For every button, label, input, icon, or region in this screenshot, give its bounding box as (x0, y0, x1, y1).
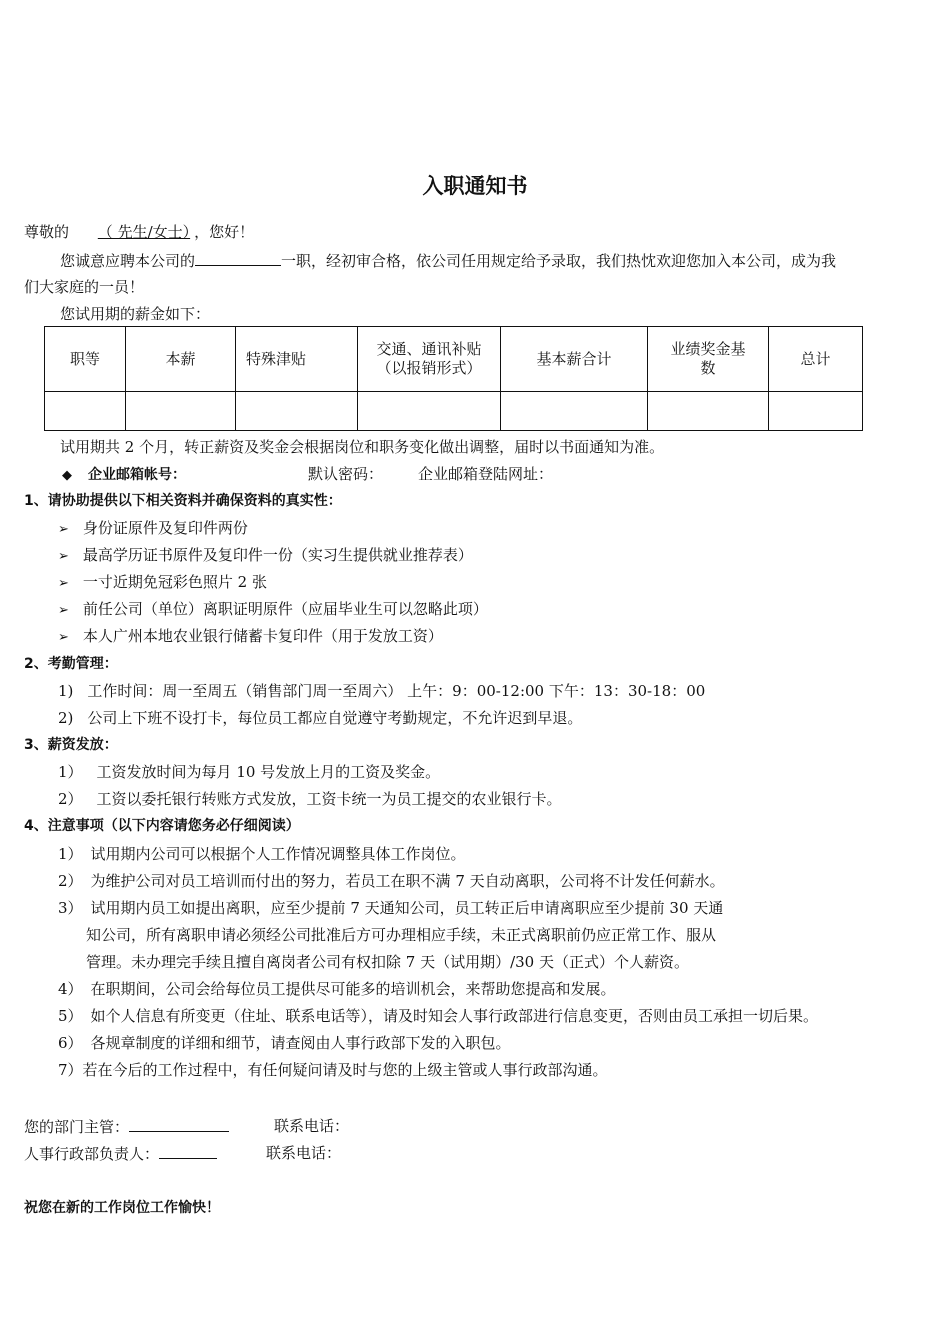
list-item-number: 1） (58, 845, 83, 863)
header-base-total: 基本薪合计 (501, 327, 648, 392)
list-item-number: 2） (58, 790, 83, 808)
header-transport-line2: （以报销形式） (376, 359, 482, 377)
list-item-text: 为维护公司对员工培训而付出的努力，若员工在职不满 7 天自动离职，公司将不计发任何薪水。 (90, 872, 725, 890)
header-special-allowance: 特殊津贴 (236, 327, 358, 392)
list-item (58, 599, 488, 621)
section-4-heading: 4、注意事项（以下内容请您务必仔细阅读） (24, 818, 300, 834)
list-item (58, 572, 267, 594)
list-item (58, 844, 466, 864)
default-password-label: 默认密码： (308, 465, 384, 483)
header-bonus-line1: 业绩奖金基 (670, 340, 746, 358)
arrow-bullet-icon: ➢ (58, 549, 69, 564)
hr-phone-label: 联系电话： (266, 1144, 342, 1162)
list-item (58, 708, 582, 728)
list-item-number: 1） (58, 763, 83, 781)
header-bonus-base (648, 327, 769, 392)
section-3-heading: 3、薪资发放： (24, 737, 118, 753)
intro-text-a: 您诚意应聘本公司的 (60, 252, 196, 270)
list-item-text: 试用期内公司可以根据个人工作情况调整具体工作岗位。 (90, 845, 466, 863)
list-item-text: 工资发放时间为每月 10 号发放上月的工资及奖金。 (96, 763, 441, 781)
cell-special-allowance[interactable] (236, 392, 358, 431)
header-transport-line1: 交通、通讯补贴 (376, 340, 482, 358)
cell-total[interactable] (769, 392, 863, 431)
header-total: 总计 (769, 327, 863, 392)
greeting-prefix: 尊敬的 (24, 223, 70, 241)
intro-text-b: 一职，经初审合格，依公司任用规定给予录取，我们热忱欢迎您加入本公司，成为我 (281, 252, 837, 270)
position-blank[interactable] (195, 250, 281, 266)
list-item-text: 身份证原件及复印件两份 (82, 519, 248, 537)
intro-line-1 (60, 250, 836, 271)
cell-base-total[interactable] (501, 392, 648, 431)
diamond-bullet-icon: ◆ (62, 468, 72, 483)
list-item-number: 2) (58, 709, 74, 727)
list-item (58, 789, 562, 809)
email-account-label: 企业邮箱帐号： (88, 467, 186, 483)
list-item-continuation: 知公司，所有离职申请必须经公司批准后方可办理相应手续，未正式离职前仍应正常工作、服从 (86, 926, 717, 944)
cell-bonus-base[interactable] (648, 392, 769, 431)
arrow-bullet-icon: ➢ (58, 522, 69, 537)
header-base-pay: 本薪 (126, 327, 236, 392)
list-item-text: 如个人信息有所变更（住址、联系电话等），请及时知会人事行政部进行信息变更，否则由员工承担一切后果。 (90, 1007, 819, 1025)
cell-grade[interactable] (45, 392, 126, 431)
cell-base-pay[interactable] (126, 392, 236, 431)
list-item-continuation: 管理。未办理完手续且擅自离岗者公司有权扣除 7 天（试用期）/30 天（正式）个人薪资。 (86, 953, 689, 971)
list-item (58, 762, 440, 782)
list-item-text: 试用期内员工如提出离职，应至少提前 7 天通知公司，员工转正后申请离职应至少提前 30 天通 (90, 899, 724, 917)
table-row (45, 392, 863, 431)
hr-blank[interactable] (159, 1143, 217, 1159)
arrow-bullet-icon: ➢ (58, 603, 69, 618)
list-item-text: 前任公司（单位）离职证明原件（应届毕业生可以忽略此项） (82, 600, 488, 618)
table-header-row (45, 327, 863, 392)
list-item-text: 最高学历证书原件及复印件一份（实习生提供就业推荐表） (82, 546, 473, 564)
list-item-number: 1) (58, 682, 74, 700)
list-item-text: 本人广州本地农业银行储蓄卡复印件（用于发放工资） (82, 627, 443, 645)
header-transport-allowance (358, 327, 501, 392)
list-item (58, 871, 725, 891)
header-bonus-line2: 数 (700, 359, 716, 377)
list-item-number: 4） (58, 980, 83, 998)
list-item-text: 一寸近期免冠彩色照片 2 张 (82, 573, 267, 591)
list-item-text: 工资以委托银行转账方式发放，工资卡统一为员工提交的农业银行卡。 (96, 790, 562, 808)
greeting-line (24, 222, 254, 242)
list-item-number: 5） (58, 1007, 83, 1025)
supervisor-line (24, 1116, 229, 1137)
list-item (58, 1060, 608, 1080)
list-item (58, 1006, 818, 1026)
greeting-suffix: ，您好！ (194, 223, 255, 241)
list-item-number: 6） (58, 1034, 83, 1052)
list-item (58, 518, 248, 540)
cell-transport-allowance[interactable] (358, 392, 501, 431)
list-item (58, 626, 443, 648)
salary-table (44, 326, 863, 431)
list-item-number: 3） (58, 899, 83, 917)
list-item-text: 各规章制度的详细和细节，请查阅由人事行政部下发的入职包。 (90, 1034, 511, 1052)
arrow-bullet-icon: ➢ (58, 630, 69, 645)
supervisor-blank[interactable] (129, 1116, 229, 1132)
section-2-heading: 2、考勤管理： (24, 656, 118, 672)
hr-label: 人事行政部负责人： (24, 1145, 160, 1163)
closing-text: 祝您在新的工作岗位工作愉快！ (24, 1200, 220, 1216)
list-item-text: 在职期间，公司会给每位员工提供尽可能多的培训机会，来帮助您提高和发展。 (90, 980, 616, 998)
section-1-heading: 1、请协助提供以下相关资料并确保资料的真实性： (24, 493, 342, 509)
list-item-text: 若在今后的工作过程中，有任何疑问请及时与您的上级主管或人事行政部沟通。 (82, 1061, 608, 1079)
salary-intro: 您试用期的薪金如下： (60, 305, 211, 323)
header-grade: 职等 (45, 327, 126, 392)
list-item (58, 545, 473, 567)
list-item (58, 681, 705, 701)
email-login-url-label: 企业邮箱登陆网址： (418, 465, 554, 483)
list-item-number: 7） (58, 1061, 83, 1079)
intro-line-2: 们大家庭的一员！ (24, 278, 145, 296)
probation-note: 试用期共 2 个月，转正薪资及奖金会根据岗位和职务变化做出调整，届时以书面通知为准。 (60, 438, 665, 456)
list-item-text: 工作时间：周一至周五（销售部门周一至周六） 上午：9：00-12:00 下午：13：30-18：00 (87, 682, 706, 700)
list-item (58, 898, 723, 918)
supervisor-phone-label: 联系电话： (274, 1117, 350, 1135)
arrow-bullet-icon: ➢ (58, 576, 69, 591)
name-field[interactable]: （ 先生/女士） (97, 223, 191, 241)
list-item-number: 2） (58, 872, 83, 890)
email-line (62, 464, 186, 486)
list-item-text: 公司上下班不设打卡，每位员工都应自觉遵守考勤规定，不允许迟到早退。 (87, 709, 583, 727)
page-title: 入职通知书 (422, 174, 528, 198)
hr-line (24, 1143, 217, 1164)
supervisor-label: 您的部门主管： (24, 1118, 130, 1136)
list-item (58, 1033, 511, 1053)
list-item (58, 979, 616, 999)
